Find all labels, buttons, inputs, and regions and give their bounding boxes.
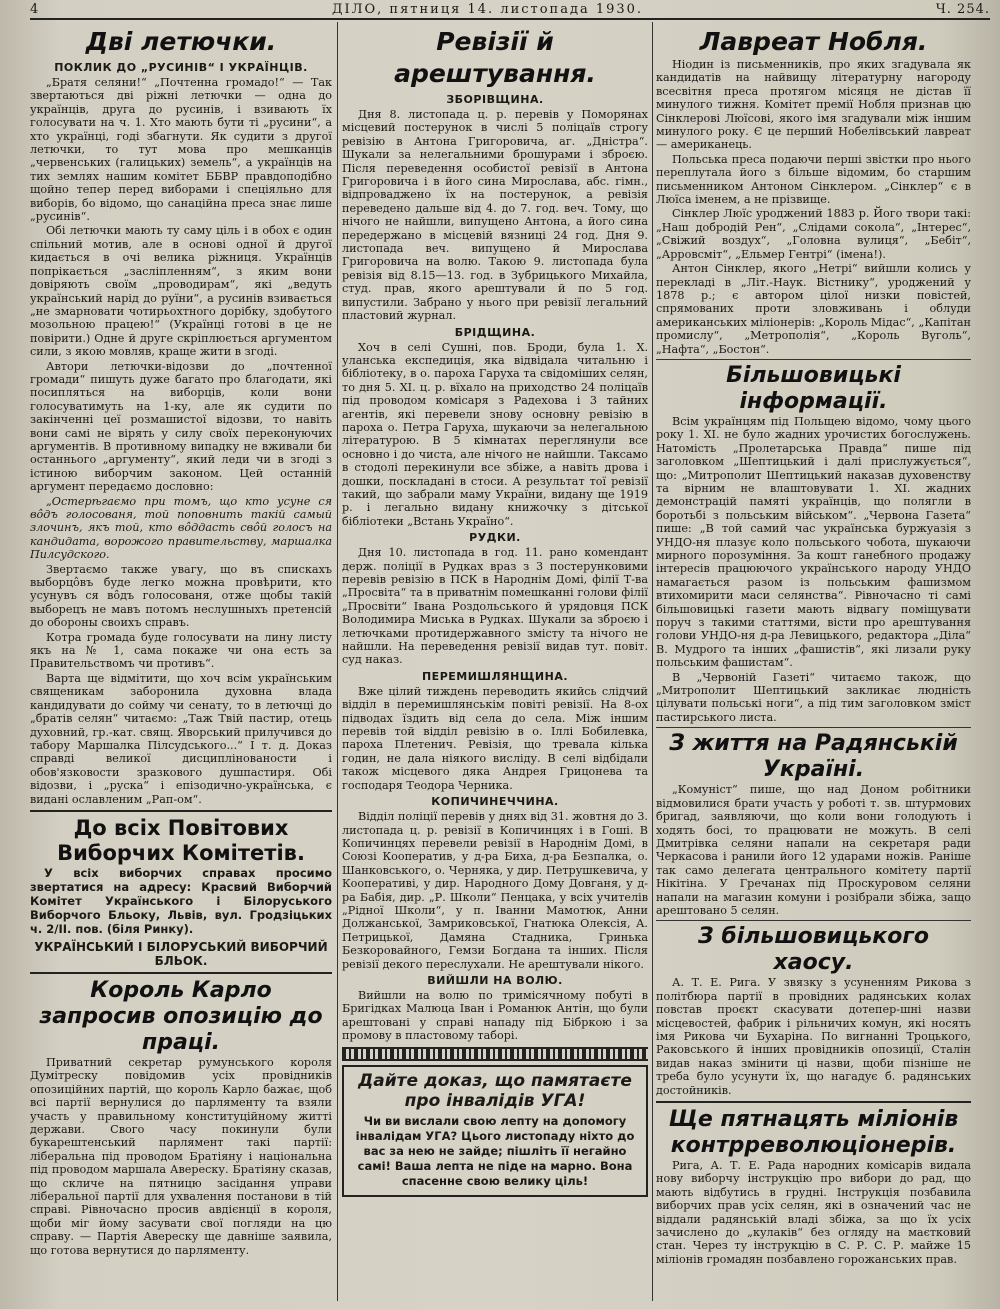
paragraph: Ніодин із письменників, про яких згадувала як кандидатів на найвищу літературну нагороду всесвітня преса протягом місяця не дістав її минулого тижня. Комітет премії Нобля признав цю Сінклерові Люїсові, якого імя згадували між іншим минулого року. Є це перший Нобелівський лавреат — американець. [656,58,971,152]
paragraph: Обі летючки мають ту саму ціль і в обох є один спільний мотив, але в основі одної й другої кидається в очі велика ріжниця. Українців попрікається „засліпленням“, з яким вони довіряють своїм „проводирам“, які „ведуть український нарід до руїни“, а русинів взивається „не змарновати чотирьохтного дорібку, здобутого мозольною працею!“ (Українці готові в це не повірити.) Одне й друге скріплюється аргументом сили, з якою мовляв, краще жити в згоді. [30,224,332,359]
article-title: Дві летючки. [85,27,277,56]
article-counterrevolutionaries [656,1107,971,1266]
article-bolshevik-info [656,363,971,724]
section-heading: ВИЙШЛИ НА ВОЛЮ. [427,973,563,987]
paragraph: Польська преса подаючи перші звістки про нього переплутала його з більше відомим, бо старшим письменником Антоном Сінклером. „Сінклер“ є в Люїса іменем, а не прізвище. [656,152,971,207]
page-header [30,0,990,20]
notice-text: У всіх виборчих справах просимо звертатися на адресу: Красвий Виборчий Комітет Українського і Білоруського Виборчого Бльоку, Львів, вул. Гродзіцьких ч. 2/ІІ. пов. (біля Ринку). [30,865,332,936]
paragraph: Рига, А. Т. Е. Рада народних комісарів видала нову виборчу інструкцію про вибори до рад, що мають відбутись в грудні. Інструкція позбавила виборчих прав усіх селян, які в означений час не віддали радянській владі збіжа, за що їх усіх зачислено до „кулаків“ без огляду на маєтковий стан. Через ту інструкцію в С. Р. С. Р. майже 15 міліонів громадян позбавлено горожанських прав. [656,1159,971,1266]
article-two-leaflets [30,26,332,806]
paragraph: Всім українцям під Польщею відомо, чому цього року 1. ХІ. не було жадних урочистих богослужень. Натомість „Пролетарська Правда“ пише під заголовком „Шептицький і далі прислужується“, що: „Митрополит Шептицький наказав духовенству та вірним не влаштовувати 1. ХІ. жадних демонстрацій памяті українців, що полягли в боротьбі з польським військом“. „Червона Газета“ пише: „В той самий час українська буржуазія з УНДО-ня плазує коло польського чобота, шукаючи мирного порозуміння. За кошт ганебного продажу інтересів працюючого українського народу УНДО намагається разом із польським фашизмом втихомирити маси селянства“. Рівночасно ті самі більшовицькі газети мають відвагу поміщувати поруч з такими статтями, вісти про арештування голови УНДО-ня д-ра Левицького, редактора „Діла“ В. Мудрого та інших „фашистів“, які лизали руку польським фашистам“. [656,414,971,670]
article-title: Король Карло запросив опозицію до праці. [39,977,323,1055]
paragraph: „Комуніст“ пише, що над Доном робітники відмовилися брати участь у роботі т. зв. штурмових бригад, заявляючи, що коли вони голодують і ходять босі, то працювати не можуть. В селі Дмитрівка селяни напали на секретаря ради Черкасова і ранили його 12 ударами ножів. Раніше так само делегата центрального комітету партії Нікітіна. У Гречанах під Проскуровом селяни напали на магазин комуни і розібрали збіжа, защо арештовано 5 селян. [656,783,971,917]
article-bolshevik-chaos [656,924,971,1097]
paragraph: Антон Сінклер, якого „Нетрі“ вийшли колись у перекладі в „Літ.-Наук. Вістнику“, уроджений у 1878 р.; є автором цілої низки повістей, спрямованих проти зловживань і облуди американських міліонерів: „Король Мідас“, „Капітан промислу“, „Метрополія“, „Король Вуголь“, „Нафта“, „Бостон“. [656,262,971,356]
article-title: З більшовицького хаосу. [698,924,929,976]
article-title: Лавреат Нобля. [699,27,928,56]
article-soviet-ukraine [656,731,971,917]
section-heading: РУДКИ. [469,531,521,545]
section-heading: БРІДЩИНА. [454,325,536,339]
quoted-paragraph: Звертаємо также увагу, що въ спискахъ выборцôвъ буде легко можна провѣрити, кто усунувъ ся вôдъ голосованя, отже щобы такій выборецъ не мавъ потомъ неслушныхъ претенсій до обороны своихъ справъ. [30,562,332,630]
paragraph: Автори летючки-відозви до „почтенної громади“ пишуть дуже багато про благодати, які посипляться на виборців, коли вони голосуватимуть на 1-ку, але як судити по закінченні цеї розмашистої відозви, то навіть вони самі не вірять у силу своїх переконуючих аргументів. В противному випадку не вживали би останнього „аргументу“, який леди чи в згоді з істиною виборчим законом. Цей останній аргумент передаємо дословно: [30,359,332,494]
paragraph: Варта ще відмітити, що хоч всім українським священикам заборонила духовна влада кандидувати до сойму чи сенату, то в летючці до „братів селян“ читаємо: „Таж Твій пастир, отець духовний, гр.-кат. свящ. Яворський прилучився до табору Маршалка Пілсудського...“ І т. д. Доказ справді великої дисциплінованости і обов'язковости зразкового душпастиря. Обі відозви, і „руска“ і епізодично-українська, є видані ославленим „Рап-ом“. [30,671,332,806]
paragraph: Відділ поліції перевів у днях від 31. жовтня до 3. листопада ц. р. ревізії в Копичинцях і в Гоші. В Копичинцях перевели ревізії в Народнім Домі, в Союзі Кооператив, у д-ра Биха, д-ра Безпалка, о. Шанковського, о. Черняка, у дир. Петрушкевича, у Кооперативі, у дир. Народного Дому Довганя, у д-ра Бабія, дир. „Р. Школи“ Пенцака, у всіх учителів „Рідної Школи“, у п. Іванни Мамотюк, Анни Должанської, Замриковської, Гнатюка Олексія, А. Петрицької, Дамяна Стадника, Гринька Безкоровайного, Гемзи Богдана та інших. Після ревізії декого переслухали. Не арештували нікого. [342,810,648,971]
section-rudky [342,531,648,667]
section-released [342,974,648,1043]
section-heading: КОПИЧИНЕЧЧИНА. [431,795,559,809]
section-rule [30,972,332,974]
page-number: 4 [30,1,40,17]
paragraph: Дня 8. листопада ц. р. перевів у Поморянах місцевий постерунок в числі 5 поліцаїв строгу ревізію в Антона Григоровича, аг. „Дністра“. Шукали за нелегальними брошурами і зброєю. Після переведення особистої ревізії в Антона Григоровича і в його сина Мирослава, абс. гімн., відпроваджено їх на постерунок, а ревізія переведено дальше від 4. до 7. год. веч. Тому, що нічого не найшли, випущено Антона, а його сина передержано в місцевій вязниці 24 год. Дня 9. листопада веч. випущено й Мирослава Григоровича на волю. Такою 9. листопада була ревізія від 8.15—13. год. в Зубрицького Михайла, студ. прав, якого арештували й по 5 год. випустили. Забрано у нього при ревізії легальний пластовий журнал. [342,108,648,323]
quoted-paragraph: Котра громада буде голосувати на лину листу якъ на № 1, сама покаже чи она есть за Правительствомъ чи противъ“. [30,630,332,671]
section-bridshchyna [342,326,648,529]
section-rule [656,727,971,728]
paragraph: Вийшли на волю по тримісячному побуті в Бригідках Малюца Іван і Романюк Антін, що були арештовані у справі нападу під Бібркою і за промову в пластовому таборі. [342,988,648,1043]
paragraph: „Братя селяни!“ „Почтенна громадо!“ — Так звертаються дві ріжні летючки — одна до українців, друга до русинів, і взивають їх голосувати на ч. 1. Хто мають бути ті „русини“, а хто українці, годі збагнути. Як судити з другої летючки, то тут мова про мешканців „червенських (галицьких) земель“, а українців на тих землях нашим комітет ББВР правдоподібно щойно тепер перед виборами і спеціяльно для виборів, бо відомо, що санаційна преса знає лише „русинів“. [30,76,332,224]
notice-title: До всіх Повітових Виборчих Комітетів. [57,815,305,865]
article-subtitle: ПОКЛИК ДО „РУСИНІВ“ І УКРАЇНЦІВ. [54,61,308,74]
notice-signature: УКРАЇНСЬКИЙ І БІЛОРУСЬКИЙ ВИБОРЧИЙ БЛЬОК. [34,939,328,968]
section-zborivshchyna [342,93,648,323]
column-divider [652,22,653,1301]
section-heading: ЗБОРІВЩИНА. [446,93,544,106]
article-title: Більшовицькі інформації. [726,362,901,414]
quoted-paragraph: „Остерѣгаємо при томъ, що кто усуне ся вôдъ голосованя, той поповнить такій самый злочинъ, якъ той, кто вôддасть свôй голосъ на кандидата, ворожого правительству, маршалка Пилсудского. [30,494,332,562]
column-right [656,22,971,1301]
appeal-box [342,1065,648,1197]
section-rule [656,359,971,360]
issue-number: Ч. 254. [935,1,990,17]
article-title: Ще пятнацять міліонів контрреволюціонерів. [668,1107,959,1158]
appeal-title: Дайте доказ, що памятаєте про інвалідів УГА! [358,1070,632,1111]
paragraph: Хоч в селі Сушні, пов. Броди, була 1. Х. уланська експедиція, яка відвідала читальню і бібліотеку, в о. пароха Гаруха та свідоміших селян, то дня 5. ХІ. ц. р. вїхало на приходство 24 поліцаїв під проводом комісаря з Радехова і 3 тайних агентів, які перевели знову основну ревізію в пароха о. Петра Гаруха, шукаючи за нелегальною літературою. В 5 кімнатах переглянули все основно і до чиста, але нічого не найшли. Таксамо в стодолі перекинули все збіже, а навіть дрова і дошки, поскладані в стоси. А результат тої ревізії такий, що забрали маму України, видану ще 1919 р. і легально видану книжочку з дітської бібліотеки „Встань Україно“. [342,340,648,528]
masthead-date: ДІЛО, пятниця 14. листопада 1930. [331,1,644,17]
article-title: З життя на Радянській Україні. [669,731,958,783]
section-rule [656,920,971,921]
article-king-carol [30,978,332,1257]
paragraph: А. Т. Е. Рига. У звязку з усуненням Рикова з політбюра партії в провідних радянських колах повстав проєкт скасувати дотепер-шні назви місцевостей, фабрик і рільничих комун, які носять імя Рикова чи Бухаріна. По вигнанні Троцького, Раковського й інших провідників опозиції, Сталін видав наказ змінити ці назви, щоби пізніше не треба було усунути їх, що нагадує б. радянських достойників. [656,976,971,1097]
appeal-text: Чи ви вислали свою лепту на допомогу інвалідам УГА? Цього листопаду ніхто до вас за нею не зайде; пішліть її негайно самі! Ваша лепта не піде на марно. Вона спасенне свою велику ціль! [355,1113,635,1188]
paragraph: Приватний секретар румунського короля Думітреску повідомив усіх провідників опозиційних партій, що король Карло бажає, щоб всі партії вернулися до парляменту та взяли участь у правильному конституційному житті держави. Свого часу покинули були букарештенський парлямент такі партії: ліберальна під проводом Братіяну і національна під проводом маршала Авереску. Братіяну сказав, що скличе на пятницю засідання управи ліберальної партії для ухвалення постанови в тій справі. Рівночасно просив авдієнції в короля, щоби міг йому засувати свої погляди на цю справу. — Партія Авереску ще давніше заявила, що готова вернутися до парляменту. [30,1055,332,1257]
notice-electoral-committees [30,816,332,968]
column-divider [337,22,338,1301]
column-left [30,22,332,1301]
paragraph: В „Червоній Газеті“ читаємо також, що „Митрополит Шептицький закликає людність цілувати польські ноги“, а під тим заголовком зміст пастирського листа. [656,670,971,724]
section-rule [30,810,332,812]
ornament-border [342,1047,648,1061]
paragraph: Вже цілий тиждень переводить якийсь слідчий відділ в перемишлянськім повіті ревізії. На 8-ох підводах їздить від села до села. Між іншим перевів той відділ ревізію в о. Іллі Бобилевка, пароха Плетенич. Ревізія, що тревала кілька годин, не дала ніякого висліду. В селі відбідали також місцевого дяка Андрея Грицонева та господаря Теодора Черника. [342,684,648,792]
section-heading: ПЕРЕМИШЛЯНЩИНА. [421,669,569,683]
paragraph: Сінклер Люїс уроджений 1883 р. Його твори такі: „Наш добродій Рен“, „Слідами сокола“, „Інтерес“, „Свіжий воздух“, „Головна вулиця“, „Бебіт“, „Арровсміт“, „Ельмер Гентрі“ (імена!). [656,207,971,261]
article-nobel-laureate [656,26,971,356]
section-rule [656,1101,971,1103]
column-middle [342,22,648,1301]
section-peremyshlianshchyna [342,670,648,792]
section-kopychynechchyna [342,795,648,971]
article-title: Ревізії й арештування. [394,27,596,88]
paragraph: Дня 10. листопада в год. 11. рано комендант держ. поліції в Рудках враз з 3 постерунковими перевів ревізію в ПСК в Народнім Домі, філії Т-ва „Просвіта“ та в приватнім помешканні голови філії „Просвіти“ Івана Роздольського й урядовця ПСК Володимира Миська в Рудках. Шукали за зброєю і летючками протидержавного змісту та нічого не найшли. На переведення ревізії видав тут. повіт. суд наказ. [342,546,648,667]
